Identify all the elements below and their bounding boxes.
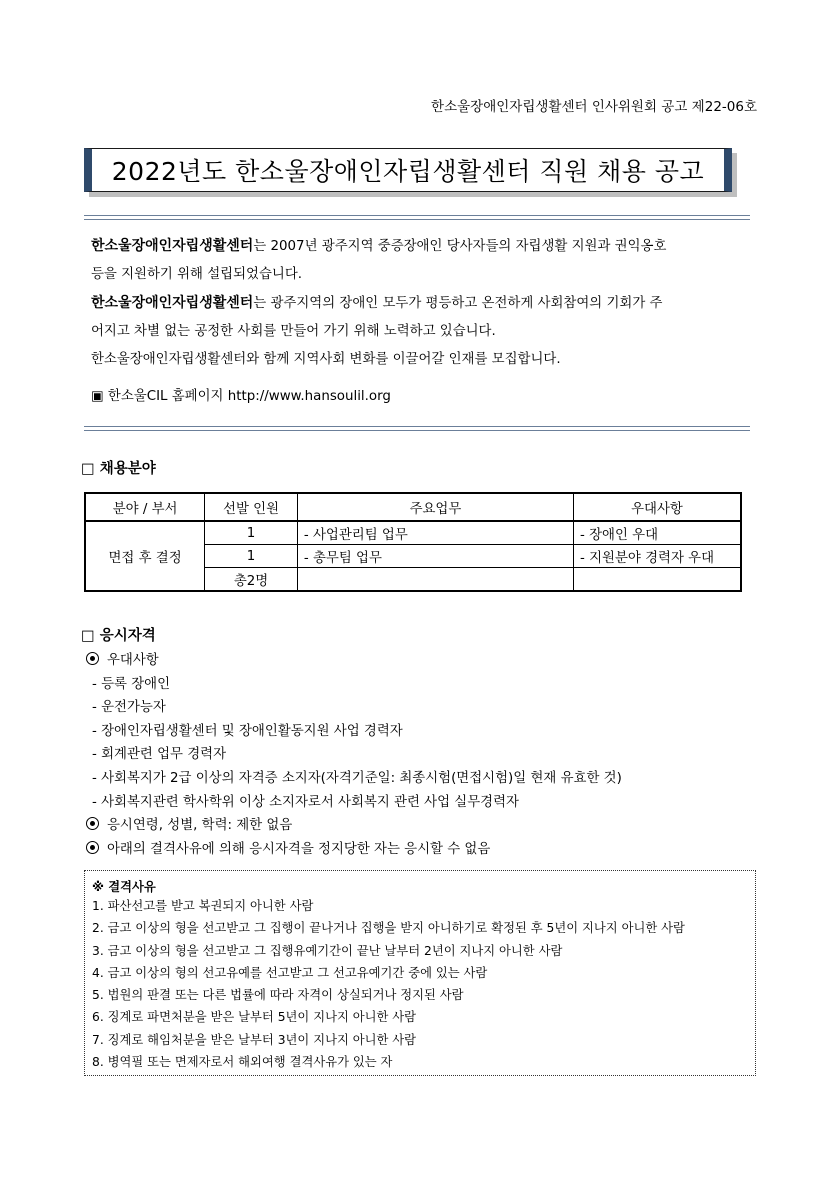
col-header-duty: 주요업무 bbox=[297, 493, 573, 521]
empty-cell bbox=[573, 568, 741, 592]
list-item: 3. 금고 이상의 형을 선고받고 그 집행유예기간이 끝난 날부터 2년이 지나지 아니한 사람 bbox=[92, 943, 563, 958]
disqual-rule: 아래의 결격사유에 의해 응시자격을 정지당한 자는 응시할 수 없음 bbox=[107, 841, 491, 857]
age-rule: 응시연령, 성별, 학력: 제한 없음 bbox=[107, 818, 293, 834]
table-header-row bbox=[85, 493, 741, 521]
list-item: 5. 법원의 판결 또는 다른 법률에 따라 자격이 상실되거나 정지된 사람 bbox=[92, 988, 464, 1003]
list-item: 8. 병역필 또는 면제자로서 해외여행 결격사유가 있는 자 bbox=[92, 1055, 393, 1070]
duty-cell: - 총무팀 업무 bbox=[297, 545, 573, 568]
list-item bbox=[86, 838, 622, 862]
square-bullet-icon: ▣ bbox=[91, 389, 104, 404]
count-cell: 1 bbox=[205, 545, 298, 568]
hiring-table bbox=[84, 492, 742, 592]
intro-text: 는 2007년 광주지역 중증장애인 당사자들의 자립생활 지원과 권익옹호 bbox=[253, 239, 667, 254]
col-header-pref: 우대사항 bbox=[573, 493, 741, 521]
circle-bullet-icon bbox=[86, 841, 99, 854]
intro-paragraph-2 bbox=[91, 289, 747, 318]
total-cell: 총2명 bbox=[205, 568, 298, 592]
divider-bottom bbox=[84, 426, 750, 431]
list-item: - 장애인자립생활센터 및 장애인활동지원 사업 경력자 bbox=[92, 723, 403, 739]
circle-bullet-icon bbox=[86, 817, 99, 830]
intro-paragraph-1b: 등을 지원하기 위해 설립되었습니다. bbox=[91, 267, 303, 282]
intro-paragraph-1 bbox=[91, 232, 747, 261]
table-row bbox=[85, 521, 741, 545]
qualification-list bbox=[86, 649, 622, 861]
disqualification-title: ※ 결격사유 bbox=[92, 880, 156, 894]
org-name: 한소울장애인자립생활센터 bbox=[91, 238, 254, 254]
list-item: 1. 파산선고를 받고 복권되지 아니한 사람 bbox=[92, 899, 314, 913]
list-item: - 사회복지가 2급 이상의 자격증 소지자(자격기준일: 최종시험(면접시험)일 현재 유효한 것) bbox=[92, 770, 622, 786]
count-cell: 1 bbox=[205, 521, 298, 545]
homepage-link[interactable]: 한소울CIL 홈페이지 http://www.hansoulil.org bbox=[107, 389, 391, 404]
intro-paragraph-2b: 어지고 차별 없는 공정한 사회를 만들어 가기 위해 노력하고 있습니다. bbox=[91, 324, 496, 339]
pref-cell: - 지원분야 경력자 우대 bbox=[573, 545, 741, 568]
qualification-section-title: □ 응시자격 bbox=[81, 628, 156, 644]
duty-cell: - 사업관리팀 업무 bbox=[297, 521, 573, 545]
homepage-line bbox=[91, 385, 391, 404]
intro-section bbox=[91, 232, 747, 374]
title-box bbox=[84, 148, 732, 192]
notice-number: 한소울장애인자립생활센터 인사위원회 공고 제22-06호 bbox=[431, 99, 757, 115]
list-item: 4. 금고 이상의 형의 선고유예를 선고받고 그 선고유예기간 중에 있는 사람 bbox=[92, 965, 488, 980]
empty-cell bbox=[297, 568, 573, 592]
field-cell: 면접 후 결정 bbox=[85, 521, 205, 591]
list-item: - 회계관련 업무 경력자 bbox=[92, 747, 227, 763]
divider-top bbox=[84, 215, 750, 220]
list-item bbox=[86, 649, 622, 673]
list-item: 6. 징계로 파면처분을 받은 날부터 5년이 지나지 아니한 사람 bbox=[92, 1010, 417, 1025]
intro-paragraph-3: 한소울장애인자립생활센터와 함께 지역사회 변화를 이끌어갈 인재를 모집합니다. bbox=[91, 352, 561, 367]
disqualification-list bbox=[92, 895, 685, 1073]
disqualification-box bbox=[84, 870, 756, 1076]
hiring-section-title: □ 채용분야 bbox=[81, 461, 156, 477]
col-header-count: 선발 인원 bbox=[205, 493, 298, 521]
list-item: 7. 징계로 해임처분을 받은 날부터 3년이 지나지 아니한 사람 bbox=[92, 1032, 417, 1047]
list-item: - 등록 장애인 bbox=[92, 676, 171, 692]
list-item bbox=[86, 814, 622, 838]
pref-cell: - 장애인 우대 bbox=[573, 521, 741, 545]
circle-bullet-icon bbox=[86, 652, 99, 665]
list-item: 2. 금고 이상의 형을 선고받고 그 집행이 끝나거나 집행을 받지 아니하기로 확정된 후 5년이 지나지 아니한 사람 bbox=[92, 921, 685, 936]
org-name: 한소울장애인자립생활센터 bbox=[91, 295, 254, 311]
list-item: - 운전가능자 bbox=[92, 700, 166, 716]
page-title: 2022년도 한소울장애인자립생활센터 직원 채용 공고 bbox=[111, 157, 705, 186]
intro-text: 는 광주지역의 장애인 모두가 평등하고 온전하게 사회참여의 기회가 주 bbox=[253, 296, 663, 311]
col-header-field: 분야 / 부서 bbox=[85, 493, 205, 521]
list-item: - 사회복지관련 학사학위 이상 소지자로서 사회복지 관련 사업 실무경력자 bbox=[92, 794, 519, 810]
preferred-title: 우대사항 bbox=[107, 653, 159, 668]
